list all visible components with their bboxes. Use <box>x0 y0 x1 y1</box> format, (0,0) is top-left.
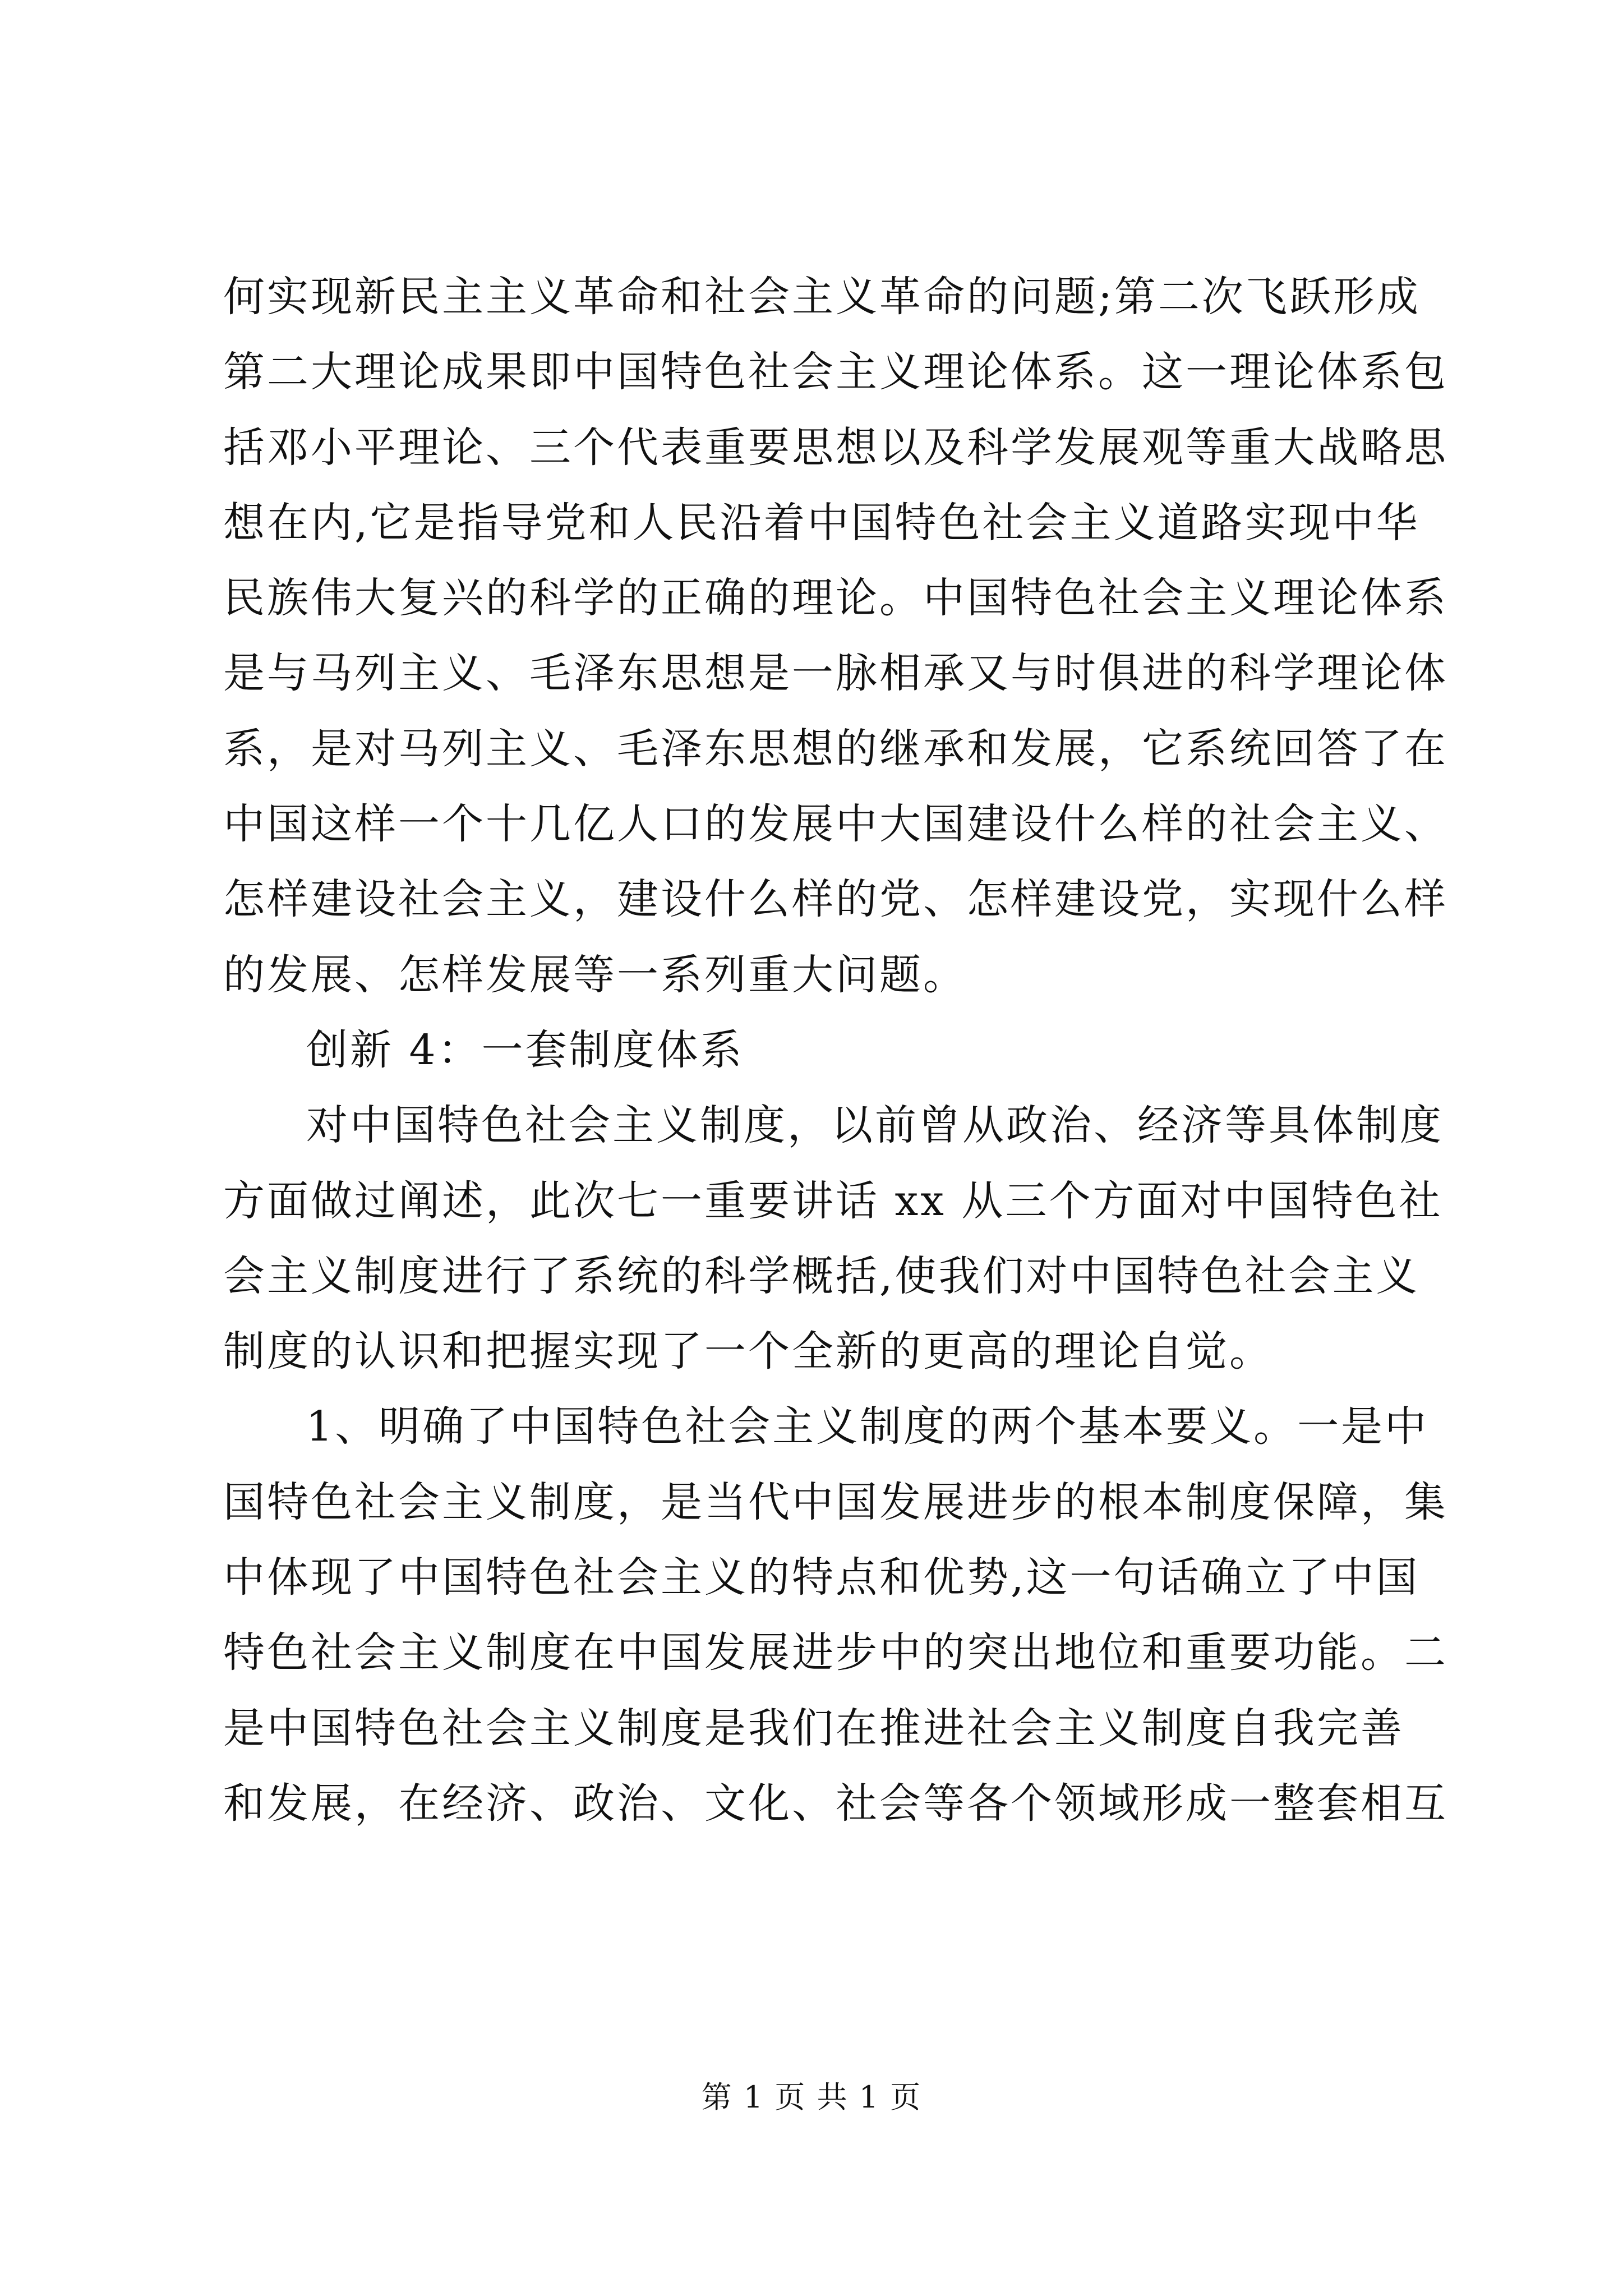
text-line: 是中国特色社会主义制度是我们在推进社会主义制度自我完善 <box>223 1704 1404 1752</box>
text-line: 的发展、怎样发展等一系列重大问题。 <box>223 950 967 999</box>
section-heading: 创新 4：一套制度体系 <box>306 1025 744 1074</box>
text-line: 制度的认识和把握实现了一个全新的更高的理论自觉。 <box>223 1327 1273 1376</box>
text-line: 括邓小平理论、三个代表重要思想以及科学发展观等重大战略思 <box>223 423 1448 472</box>
text-line: 特色社会主义制度在中国发展进步中的突出地位和重要功能。二 <box>223 1628 1448 1677</box>
text-line: 中体现了中国特色社会主义的特点和优势,这一句话确立了中国 <box>223 1553 1420 1602</box>
text-line: 想在内,它是指导党和人民沿着中国特色社会主义道路实现中华 <box>223 498 1420 547</box>
text-line: 怎样建设社会主义，建设什么样的党、怎样建设党，实现什么样 <box>223 875 1448 924</box>
text-line: 中国这样一个十几亿人口的发展中大国建设什么样的社会主义、 <box>223 800 1448 849</box>
paragraph-first-line: 1、明确了中国特色社会主义制度的两个基本要义。一是中 <box>306 1402 1429 1451</box>
text-line: 是与马列主义、毛泽东思想是一脉相承又与时俱进的科学理论体 <box>223 649 1448 698</box>
paragraph-first-line: 对中国特色社会主义制度，以前曾从政治、经济等具体制度 <box>306 1101 1444 1150</box>
text-line: 何实现新民主主义革命和社会主义革命的问题;第二次飞跃形成 <box>223 273 1421 321</box>
text-line: 和发展，在经济、政治、文化、社会等各个领域形成一整套相互 <box>223 1779 1448 1828</box>
text-line: 会主义制度进行了系统的科学概括,使我们对中国特色社会主义 <box>223 1251 1420 1300</box>
document-body <box>223 259 1448 1841</box>
text-line: 国特色社会主义制度，是当代中国发展进步的根本制度保障，集 <box>223 1478 1448 1526</box>
text-line: 系，是对马列主义、毛泽东思想的继承和发展，它系统回答了在 <box>223 724 1448 773</box>
text-line: 第二大理论成果即中国特色社会主义理论体系。这一理论体系包 <box>223 348 1448 397</box>
text-line: 民族伟大复兴的科学的正确的理论。中国特色社会主义理论体系 <box>223 574 1448 623</box>
text-line: 方面做过阐述，此次七一重要讲话 xx 从三个方面对中国特色社 <box>223 1176 1443 1225</box>
page-footer: 第 1 页 共 1 页 <box>701 2079 922 2115</box>
